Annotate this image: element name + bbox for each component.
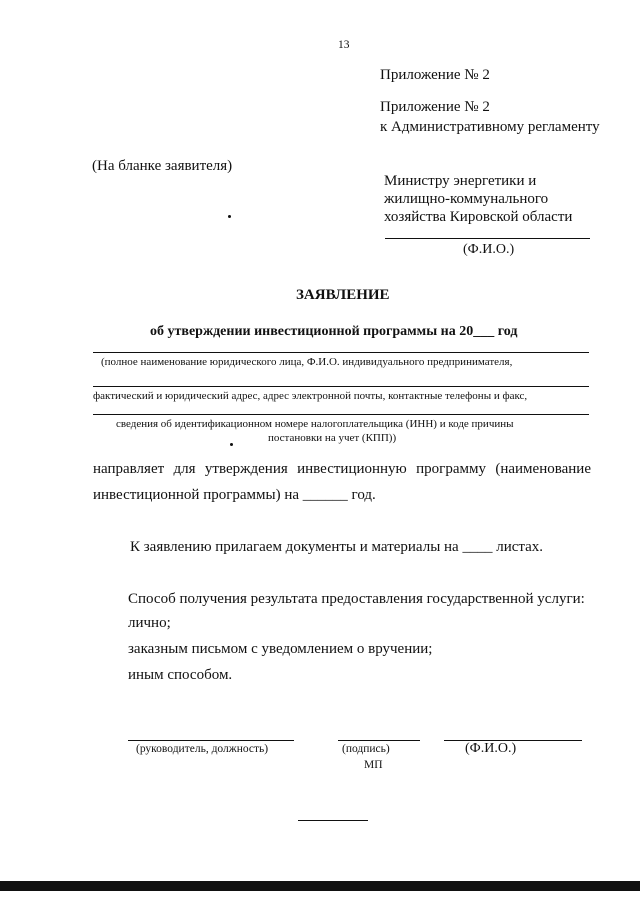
caption-fio: (Ф.И.О.) xyxy=(465,741,517,756)
signature-line xyxy=(338,740,420,741)
scan-bottom-edge xyxy=(0,881,640,891)
caption-head-position: (руководитель, должность) xyxy=(136,743,269,755)
method-in-person: лично; xyxy=(128,615,171,631)
appendix-line-2: Приложение № 2 xyxy=(380,99,490,115)
addressee-fio-line xyxy=(385,238,590,239)
document-subtitle: об утверждении инвестиционной программы на 20___ год xyxy=(150,324,518,339)
body-paragraph-1-line-1: направляет для утверждения инвестиционную программу (наименование xyxy=(93,461,591,477)
appendix-line-3: к Административному регламенту xyxy=(380,119,600,135)
page-number: 13 xyxy=(338,39,350,51)
scan-speck xyxy=(228,215,231,218)
head-signature-line xyxy=(128,740,294,741)
caption-signature: (подпись) xyxy=(342,743,390,755)
method-heading: Способ получения результата предоставления государственной услуги: xyxy=(128,591,585,607)
scan-speck xyxy=(230,443,233,446)
method-other: иным способом. xyxy=(128,667,233,683)
applicant-inn-line xyxy=(93,414,589,415)
stamp-label: МП xyxy=(364,759,383,771)
caption-applicant-inn-1: сведения об идентификационном номере налогоплательщика (ИНН) и коде причины xyxy=(116,418,514,430)
addressee-line-2: жилищно-коммунального xyxy=(384,191,549,207)
caption-applicant-name: (полное наименование юридического лица, Ф.И.О. индивидуального предпринимателя, xyxy=(101,356,513,368)
addressee-fio-caption: (Ф.И.О.) xyxy=(463,242,515,257)
addressee-line-1: Министру энергетики и xyxy=(384,173,537,189)
method-registered-mail: заказным письмом с уведомлением о вручении; xyxy=(128,641,433,657)
applicant-name-line xyxy=(93,352,589,353)
caption-applicant-inn-2: постановки на учет (КПП)) xyxy=(268,432,397,444)
addressee-line-3: хозяйства Кировской области xyxy=(384,209,573,225)
footnote-separator xyxy=(298,820,368,821)
letterhead-note: (На бланке заявителя) xyxy=(92,158,233,174)
caption-applicant-address: фактический и юридический адрес, адрес электронной почты, контактные телефоны и факс, xyxy=(93,390,528,402)
appendix-line-1: Приложение № 2 xyxy=(380,67,490,83)
applicant-address-line xyxy=(93,386,589,387)
attachments-paragraph: К заявлению прилагаем документы и материалы на ____ листах. xyxy=(130,539,544,555)
document-title: ЗАЯВЛЕНИЕ xyxy=(296,287,390,303)
body-paragraph-1-line-2: инвестиционной программы) на ______ год. xyxy=(93,487,376,503)
